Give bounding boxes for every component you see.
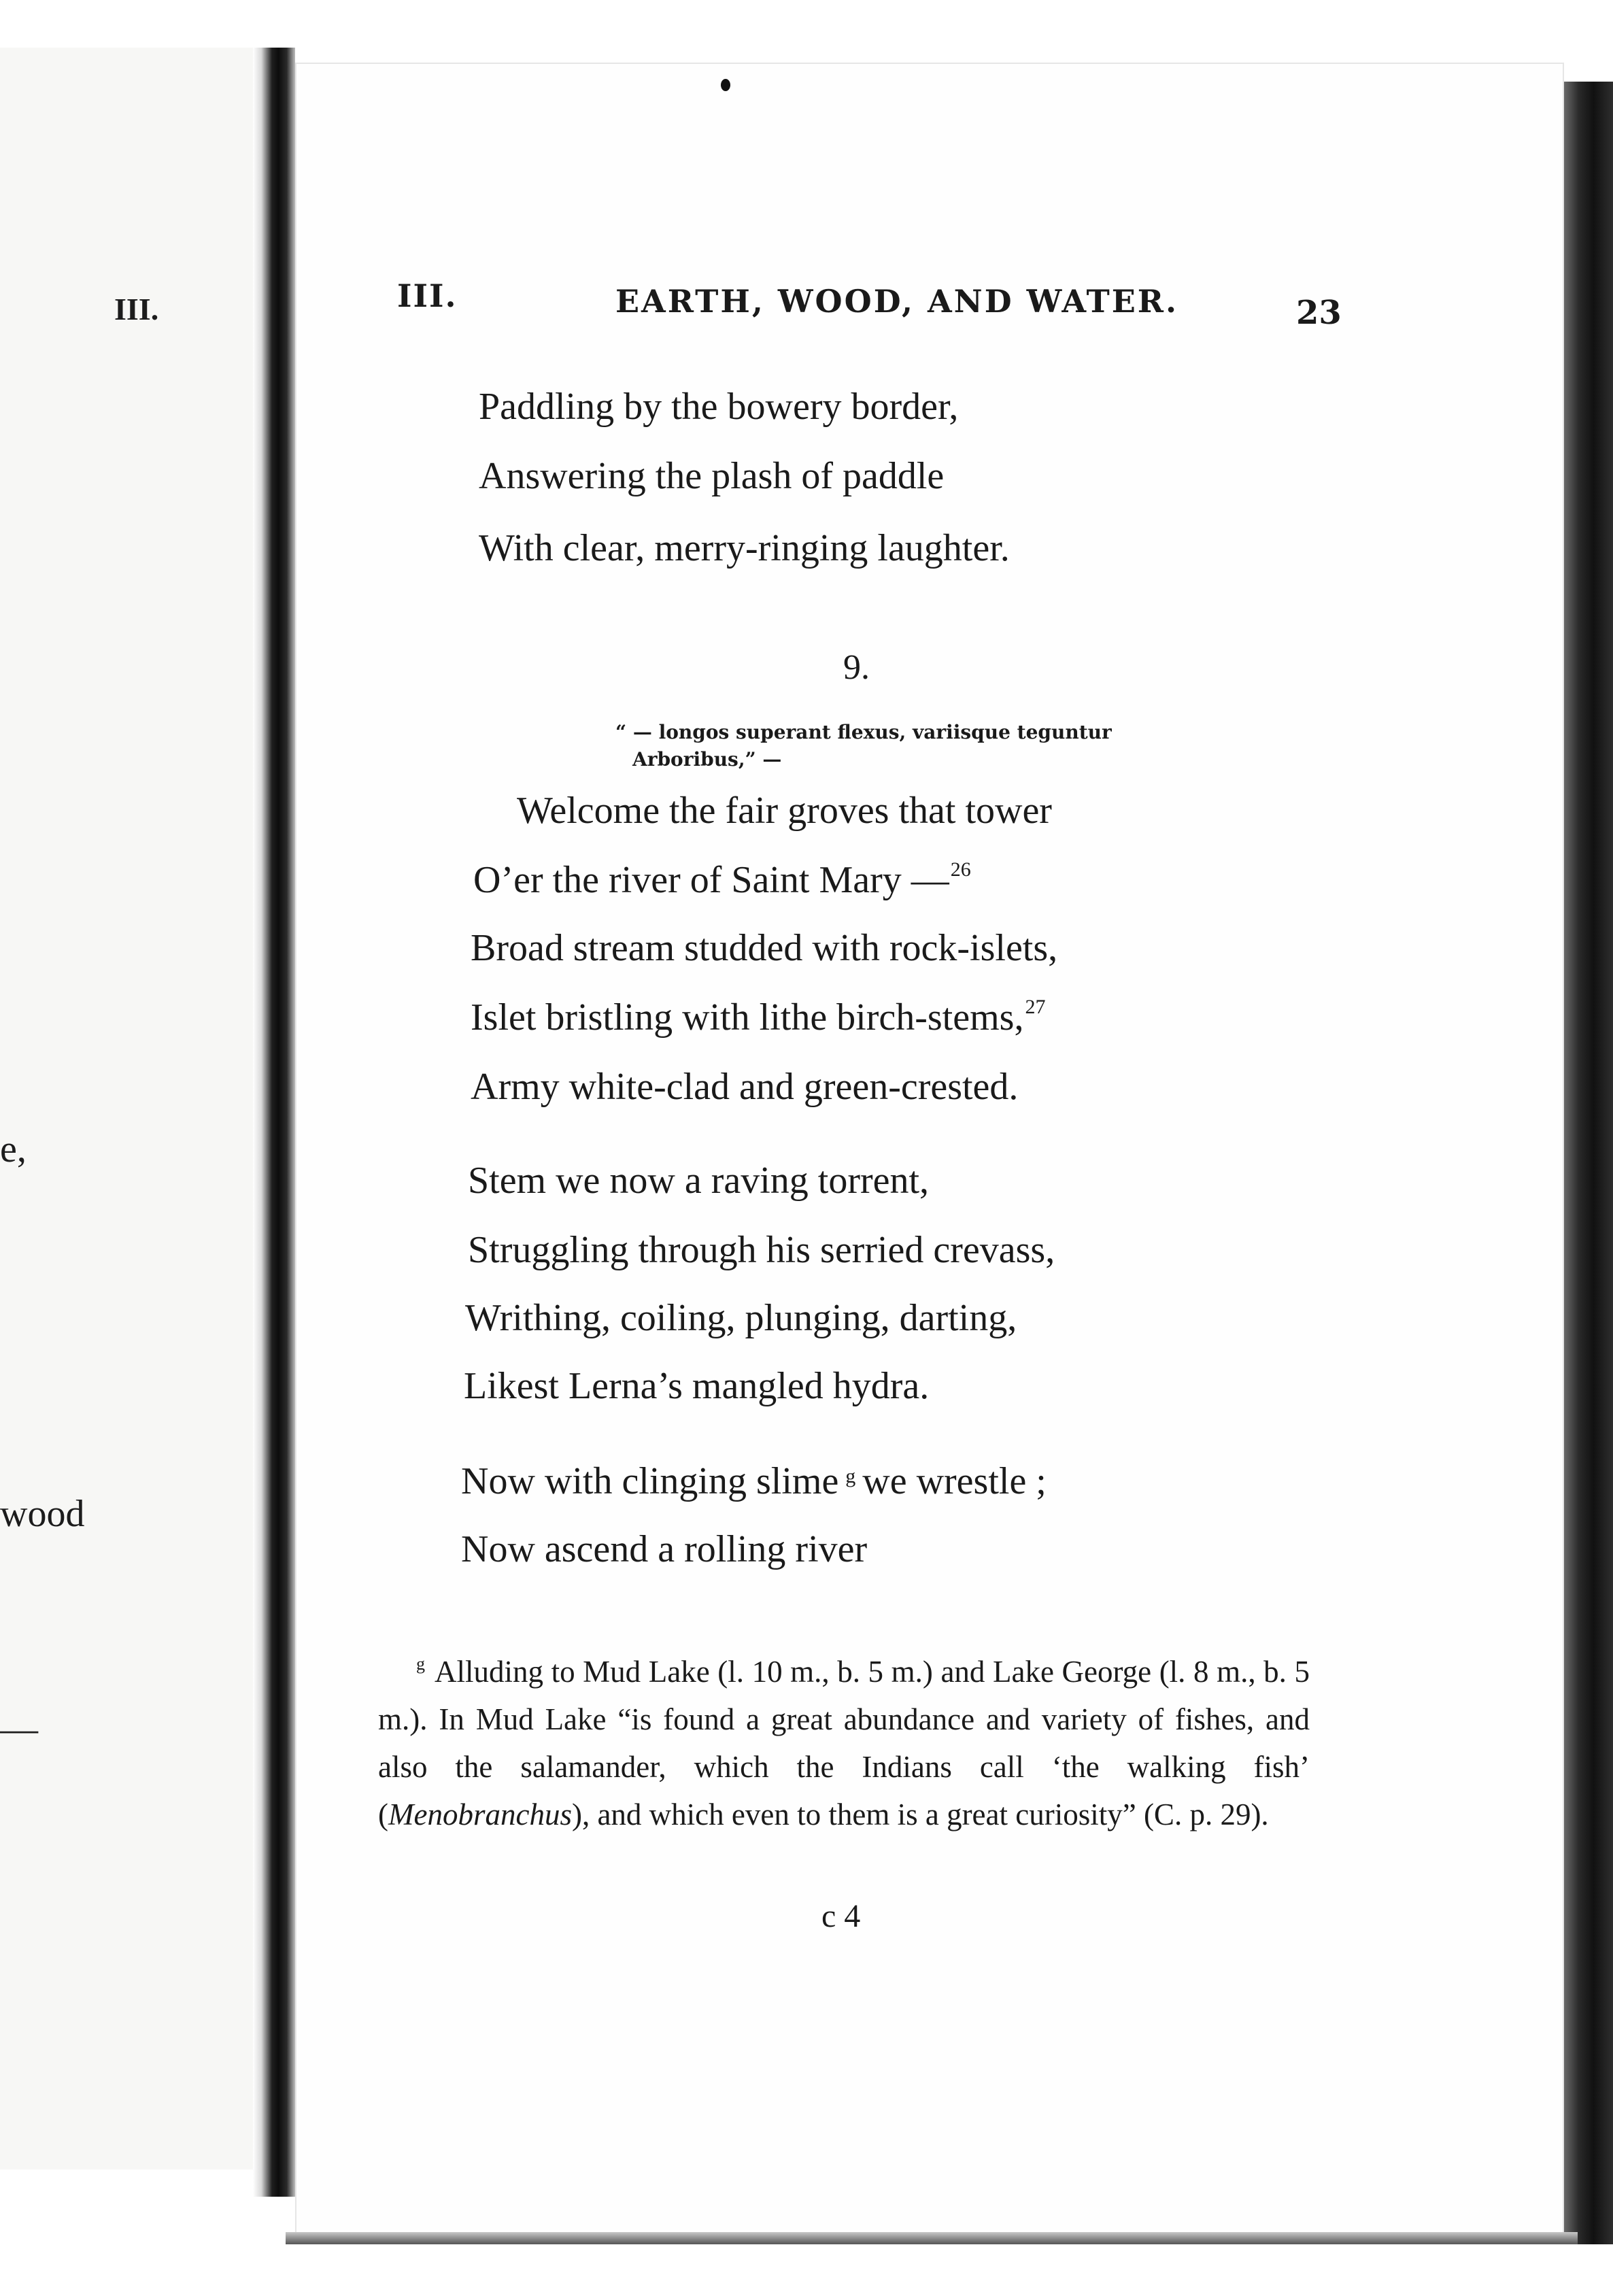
poem-line: Paddling by the bowery border, — [479, 386, 959, 428]
signature-mark: c 4 — [821, 1898, 861, 1934]
poem-line: Stem we now a raving torrent, — [468, 1160, 930, 1202]
poem-line: Likest Lerna’s mangled hydra. — [464, 1365, 930, 1407]
poem-line-text: Now with clinging slime — [461, 1460, 839, 1502]
note-reference: 26 — [950, 858, 971, 881]
left-page-fragment: wood — [0, 1493, 85, 1535]
footnote-italic-term: Menobranchus — [388, 1797, 572, 1831]
poem-line — [473, 858, 971, 902]
poem-line-text: O’er the river of Saint Mary — — [473, 859, 949, 901]
section-number: 9. — [843, 648, 870, 687]
page-bottom-edge — [286, 2232, 1578, 2244]
poem-line — [461, 1459, 1047, 1503]
epigraph-line: Arboribus,” — — [632, 748, 782, 771]
ink-speck — [721, 79, 730, 91]
footnote — [378, 1640, 1310, 1838]
left-page-chapter: III. — [114, 292, 159, 326]
poem-line-text: Islet bristling with lithe birch-stems, — [471, 996, 1024, 1039]
epigraph-line: “ — longos superant flexus, variisque teguntur — [615, 721, 1112, 743]
note-reference: 27 — [1025, 996, 1046, 1018]
chapter-number: III. — [397, 277, 458, 314]
poem-line: With clear, merry-ringing laughter. — [479, 527, 1010, 569]
poem-line: Answering the plash of paddle — [479, 455, 945, 497]
poem-line: Welcome the fair groves that tower — [517, 790, 1052, 832]
running-title: EARTH, WOOD, AND WATER. — [615, 283, 1179, 320]
book-spine — [253, 48, 295, 2197]
page-number: 23 — [1296, 294, 1342, 332]
left-page-fragment: e, — [0, 1128, 27, 1170]
footnote-reference: g — [845, 1465, 856, 1487]
running-head — [0, 277, 1613, 332]
poem-line: Army white-clad and green-crested. — [471, 1066, 1019, 1108]
poem-line — [471, 996, 1045, 1039]
footnote-text: ), and which even to them is a great curiosity” (C. p. 29). — [571, 1797, 1269, 1831]
page-edge-shadow — [1564, 82, 1613, 2244]
footnote-mark: g — [416, 1654, 425, 1674]
poem-line: Struggling through his serried crevass, — [468, 1229, 1055, 1271]
poem-line: Broad stream studded with rock-islets, — [471, 927, 1058, 969]
left-page-fragment: — — [0, 1708, 38, 1750]
footnote-text: Alluding to Mud Lake (l. 10 m., b. 5 m.) and Lake George (l. 8 m., b. 5 m.). In Mud Lake “is found a great abundance and variety of fishes, and also the salamander, which the Indians call ‘the walking fish’ ( — [378, 1655, 1310, 1831]
poem-line: Writhing, coiling, plunging, darting, — [465, 1297, 1017, 1339]
poem-line-text: we wrestle ; — [862, 1460, 1047, 1502]
poem-line: Now ascend a rolling river — [461, 1528, 868, 1570]
facing-page-left — [0, 48, 265, 2170]
